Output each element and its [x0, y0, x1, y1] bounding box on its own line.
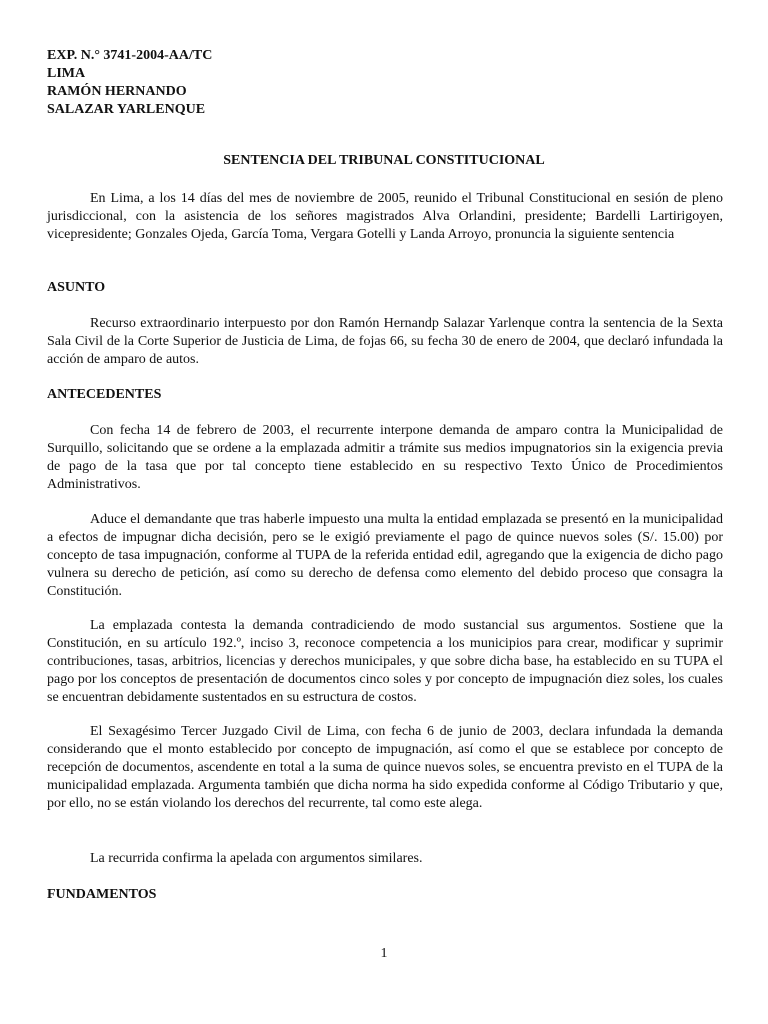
- antecedentes-paragraph-4: El Sexagésimo Tercer Juzgado Civil de Lima, con fecha 6 de junio de 2003, declara infundada la demanda considerando que el monto establecido por concepto de impugnación, así como el que se establece por concepto de recepción de documentos, ascendente en total a la suma de quince nuevos soles, se encuentra previsto en el TUPA de la municipalidad emplazada. Argumenta también que dicha norma ha sido expedida conforme al Código Tributario y que, por ello, no se están violando los derechos del recurrente, tal como este alega.: [47, 724, 723, 811]
- antecedentes-paragraph-1: Con fecha 14 de febrero de 2003, el recurrente interpone demanda de amparo contra la Municipalidad de Surquillo, solicitando que se ordene a la emplazada admitir a trámite sus medios impugnatorios sin la exigencia previa de pago de la tasa que por tal concepto tiene establecido en su respectivo Texto Único de Procedimientos Administrativos.: [47, 423, 723, 492]
- intro-paragraph: En Lima, a los 14 días del mes de noviembre de 2005, reunido el Tribunal Constitucional en sesión de pleno jurisdiccional, con la asistencia de los señores magistrados Alva Orlandini, presidente; Bardelli Lartirigoyen, vicepresidente; Gonzales Ojeda, García Toma, Vergara Gotelli y Landa Arroyo, pronuncia la siguiente sentencia: [47, 191, 723, 242]
- section-heading-fundamentos: FUNDAMENTOS: [47, 887, 157, 902]
- case-number: EXP. N.° 3741-2004-AA/TC: [47, 48, 213, 63]
- antecedentes-block-4: [47, 723, 723, 813]
- section-heading-antecedentes: ANTECEDENTES: [47, 387, 162, 402]
- antecedentes-block-5: [47, 850, 723, 868]
- intro-block: [47, 190, 723, 244]
- antecedentes-paragraph-3: La emplazada contesta la demanda contradiciendo de modo sustancial sus argumentos. Sostiene que la Constitución, en su artículo 192.º, inciso 3, reconoce competencia a los municipios para crear, modificar y suprimir contribuciones, tasas, arbitrios, licencias y derechos municipales, y que sobre dicha base, ha establecido en su TUPA el pago por los conceptos de presentación de documentos cinco soles y por concepto de impugnación diez soles, los cuales se encuentran debidamente sustentados en su estructura de costos.: [47, 618, 723, 705]
- antecedentes-paragraph-2: Aduce el demandante que tras haberle impuesto una multa la entidad emplazada se presentó en la municipalidad a efectos de impugnar dicha decisión, pero se le exigió previamente el pago de quince nuevos soles (S/. 15.00) por concepto de tasa impugnación, conforme al TUPA de la referida entidad edil, agregando que la exigencia de dicho pago vulnera su derecho de petición, así como su derecho de defensa como elemento del debido proceso que consagra la Constitución.: [47, 512, 723, 599]
- document-title: SENTENCIA DEL TRIBUNAL CONSTITUCIONAL: [223, 153, 545, 168]
- section-heading-asunto: ASUNTO: [47, 280, 106, 295]
- case-header: [47, 47, 212, 119]
- antecedentes-paragraph-5: La recurrida confirma la apelada con argumentos similares.: [90, 851, 423, 866]
- case-city: LIMA: [47, 66, 86, 81]
- page-number: 1: [380, 946, 388, 961]
- asunto-paragraph: Recurso extraordinario interpuesto por don Ramón Hernandp Salazar Yarlenque contra la sentencia de la Sexta Sala Civil de la Corte Superior de Justicia de Lima, de fojas 66, su fecha 30 de enero de 2004, que declaró infundada la acción de amparo de autos.: [47, 316, 723, 367]
- antecedentes-block-2: [47, 511, 723, 601]
- antecedentes-block-3: [47, 617, 723, 707]
- antecedentes-block-1: [47, 422, 723, 494]
- party-name-line1: RAMÓN HERNANDO: [47, 84, 187, 99]
- party-name-line2: SALAZAR YARLENQUE: [47, 102, 206, 117]
- asunto-block: [47, 315, 723, 369]
